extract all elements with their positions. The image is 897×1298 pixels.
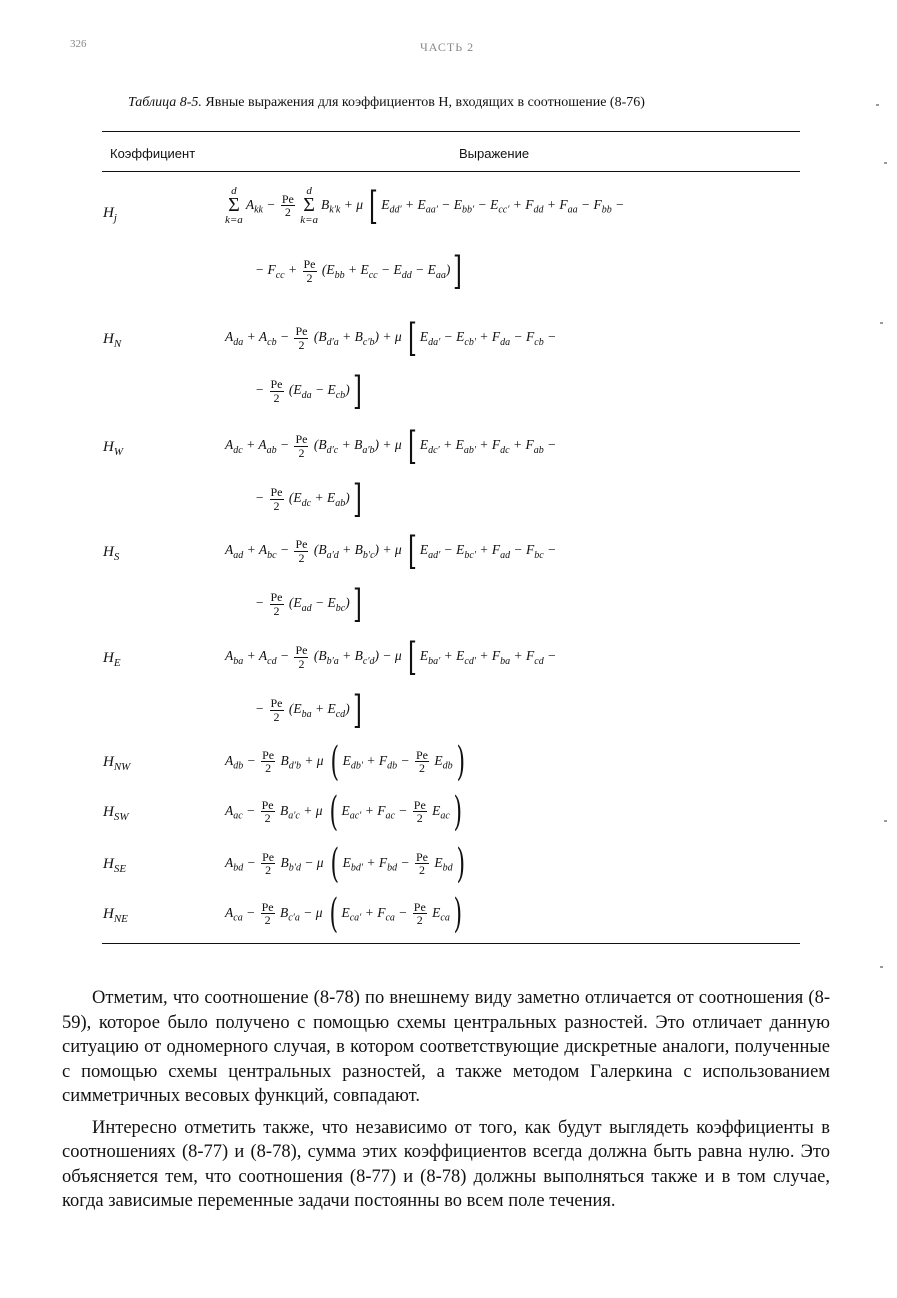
expr-h-e-line1: $A_{ba} + A_{cd}$ − $\frac{Pe}{2}$ $(B_{b'a} + B_{c'd}) - \mu$ [ $E_{ba'} + E_{cd'} + F_{ba} + F_{cd}$ − bbox=[225, 635, 557, 680]
scan-speck bbox=[884, 162, 887, 164]
expr-h-w-line1: $A_{dc} + A_{ab}$ − $\frac{Pe}{2}$ $(B_{d'c} + B_{a'b}) + \mu$ [ $E_{dc'} + E_{ab'} + F_{dc} + F_{ab}$ − bbox=[225, 424, 557, 469]
coef-h-se: $H_{SE}$ bbox=[103, 856, 127, 875]
column-header-expression: Выражение bbox=[459, 146, 530, 161]
page-number: 326 bbox=[70, 38, 87, 50]
column-header-coefficient: Коэффициент bbox=[110, 146, 196, 161]
scan-speck bbox=[884, 820, 887, 822]
scan-speck bbox=[876, 104, 879, 106]
table-caption bbox=[128, 95, 645, 111]
expr-h-s-line2: − $\frac{Pe}{2}$ $(E_{ad} - E_{bc})$] bbox=[255, 582, 362, 627]
expr-h-s-line1: $A_{ad} + A_{bc}$ − $\frac{Pe}{2}$ $(B_{a'd} + B_{b'c}) + \mu$ [ $E_{ad'} - E_{bc'} + F_{ad} - F_{bc}$ − bbox=[225, 529, 557, 574]
table-caption-text: Явные выражения для коэффициентов H, входящих в соотношение (8-76) bbox=[205, 95, 645, 110]
coef-h-w: $H_W$ bbox=[103, 439, 124, 458]
expr-h-w-line2: − $\frac{Pe}{2}$ $(E_{dc} + E_{ab})$] bbox=[255, 477, 362, 522]
coef-h-nw: $H_{NW}$ bbox=[103, 754, 131, 773]
table-caption-label: Таблица 8-5. bbox=[128, 95, 202, 110]
table-header-rule bbox=[102, 171, 800, 172]
coef-h-ne: $H_{NE}$ bbox=[103, 906, 128, 925]
coef-h-sw: $H_{SW}$ bbox=[103, 804, 129, 823]
expr-h-nw: $A_{db}$ − $\frac{Pe}{2}$ $B_{d'b} + \mu$ ( $E_{db'} + F_{db}$ − $\frac{Pe}{2}$ $E_{db}$) bbox=[225, 739, 465, 785]
expr-h-j-line1: d Σ k=a $A_{kk}$ − $\frac{Pe}{2}$ d Σ k=a $B_{k'k} + \mu$ [ $E_{dd'} + E_{aa'} - E_{bb'} - E_{cc'} + F_{dd} + F_{aa} - F_{bb}$ − bbox=[225, 184, 625, 229]
coef-h-e: $H_E$ bbox=[103, 650, 121, 669]
coef-h-n: $H_N$ bbox=[103, 331, 122, 350]
expr-h-sw: $A_{ac}$ − $\frac{Pe}{2}$ $B_{a'c} + \mu$ ( $E_{ac'} + F_{ac}$ − $\frac{Pe}{2}$ $E_{ac}$) bbox=[225, 789, 462, 835]
expr-h-se: $A_{bd}$ − $\frac{Pe}{2}$ $B_{b'd} - \mu$ ( $E_{bd'} + F_{bd}$ − $\frac{Pe}{2}$ $E_{bd}$) bbox=[225, 841, 465, 887]
expr-h-ne: $A_{ca}$ − $\frac{Pe}{2}$ $B_{c'a} - \mu$ ( $E_{ca'} + F_{ca}$ − $\frac{Pe}{2}$ $E_{ca}$) bbox=[225, 891, 462, 937]
expr-h-n-line1: $A_{da} + A_{cb}$ − $\frac{Pe}{2}$ $(B_{d'a} + B_{c'b}) + \mu$ [ $E_{da'} - E_{cb'} + F_{da} - F_{cb}$ − bbox=[225, 316, 557, 361]
expr-h-n-line2: − $\frac{Pe}{2}$ $(E_{da} - E_{cb})$] bbox=[255, 369, 362, 414]
expr-h-e-line2: − $\frac{Pe}{2}$ $(E_{ba} + E_{cd})$] bbox=[255, 688, 362, 733]
running-header: ЧАСТЬ 2 bbox=[420, 40, 475, 54]
table-bottom-rule bbox=[102, 943, 800, 944]
body-text bbox=[62, 986, 830, 1214]
scan-speck bbox=[880, 966, 883, 968]
coef-h-s: $H_S$ bbox=[103, 544, 120, 563]
paragraph-2: Интересно отметить также, что независимо от того, как будут выглядеть коэффициенты в соотношениях (8-77) и (8-78), сумма этих коэффициентов всегда должна быть равна нулю. Это объясняется тем, что соотношения (8-77) и (8-78) должны выполняться также и в том случае, когда зависимые переменные задачи постоянны во всем поле течения. bbox=[62, 1117, 830, 1211]
paragraph-1: Отметим, что соотношение (8-78) по внешнему виду заметно отличается от соотношения (8-59), которое было получено с помощью схемы центральных разностей. Это отличает данную ситуацию от одномерного случая, в котором соответствующие дискретные аналоги, полученные с помощью схемы центральных разностей, а также методом Галеркина с использованием симметричных весовых функций, совпадают. bbox=[62, 988, 830, 1106]
coef-h-j: $H_j$ bbox=[103, 205, 117, 224]
scan-speck bbox=[880, 322, 883, 324]
table-top-rule bbox=[102, 131, 800, 132]
expr-h-j-line2: − $F_{cc}$ + $\frac{Pe}{2}$ $(E_{bb} + E_{cc} - E_{dd} - E_{aa})$] bbox=[255, 249, 463, 294]
